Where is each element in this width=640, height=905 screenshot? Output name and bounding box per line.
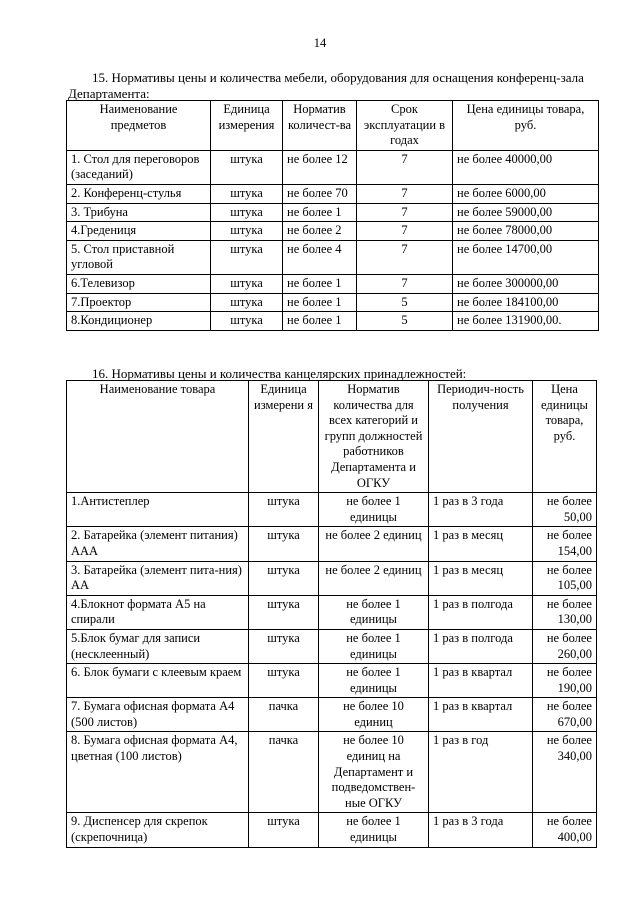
table-row	[67, 595, 597, 629]
col-header-lifetime: Срок эксплуатации в годах	[357, 101, 453, 151]
cell-name: 6.Телевизор	[67, 274, 211, 293]
col-header-price: Цена единицы товара, руб.	[533, 381, 597, 493]
cell-name: 3. Батарейка (элемент пита-ния) АА	[67, 561, 249, 595]
cell-name: 8. Бумага офисная формата А4, цветная (100 листов)	[67, 732, 249, 813]
table-row	[67, 293, 599, 312]
cell-quantity: не более 1 единицы	[319, 595, 429, 629]
cell-name: 4.Блокнот формата А5 на спирали	[67, 595, 249, 629]
cell-unit: штука	[211, 240, 283, 274]
cell-quantity: не более 1 единицы	[319, 813, 429, 847]
cell-unit: пачка	[249, 732, 319, 813]
cell-name: 5. Стол приставной угловой	[67, 240, 211, 274]
cell-periodicity: 1 раз в месяц	[429, 527, 533, 561]
cell-name: 3. Трибуна	[67, 203, 211, 222]
cell-name: 8.Кондиционер	[67, 312, 211, 331]
cell-quantity: не более 70	[283, 184, 357, 203]
cell-periodicity: 1 раз в 3 года	[429, 813, 533, 847]
cell-name: 1. Стол для переговоров (заседаний)	[67, 150, 211, 184]
cell-unit: штука	[249, 493, 319, 527]
col-header-unit: Единица измерени я	[249, 381, 319, 493]
cell-quantity: не более 10 единиц	[319, 698, 429, 732]
cell-quantity: не более 12	[283, 150, 357, 184]
cell-price: не более 105,00	[533, 561, 597, 595]
table-header-row	[67, 381, 597, 493]
cell-price: не более 400,00	[533, 813, 597, 847]
cell-name: 7.Проектор	[67, 293, 211, 312]
cell-price: не более 131900,00.	[453, 312, 599, 331]
cell-lifetime: 7	[357, 240, 453, 274]
cell-unit: штука	[211, 293, 283, 312]
section-16-heading: 16. Нормативы цены и количества канцелярских принадлежностей:	[92, 366, 467, 381]
cell-lifetime: 7	[357, 222, 453, 241]
cell-name: 5.Блок бумаг для записи (несклеенный)	[67, 629, 249, 663]
cell-name: 4.Гредениця	[67, 222, 211, 241]
cell-unit: штука	[211, 150, 283, 184]
page-number: 14	[313, 36, 327, 50]
cell-quantity: не более 4	[283, 240, 357, 274]
table-row	[67, 664, 597, 698]
table-row	[67, 150, 599, 184]
table-row	[67, 493, 597, 527]
col-header-price: Цена единицы товара, руб.	[453, 101, 599, 151]
cell-quantity: не более 1	[283, 274, 357, 293]
cell-periodicity: 1 раз в полгода	[429, 595, 533, 629]
cell-lifetime: 7	[357, 274, 453, 293]
cell-price: не более 130,00	[533, 595, 597, 629]
col-header-periodicity: Периодич-ность получения	[429, 381, 533, 493]
cell-quantity: не более 1 единицы	[319, 629, 429, 663]
cell-unit: штука	[249, 595, 319, 629]
table-row	[67, 629, 597, 663]
cell-unit: пачка	[249, 698, 319, 732]
cell-quantity: не более 2	[283, 222, 357, 241]
cell-quantity: не более 1 единицы	[319, 493, 429, 527]
table-row	[67, 203, 599, 222]
table-row	[67, 813, 597, 847]
cell-quantity: не более 2 единиц	[319, 561, 429, 595]
cell-unit: штука	[211, 222, 283, 241]
table-row	[67, 732, 597, 813]
cell-name: 9. Диспенсер для скрепок (скрепочница)	[67, 813, 249, 847]
cell-name: 6. Блок бумаги с клеевым краем	[67, 664, 249, 698]
cell-unit: штука	[211, 312, 283, 331]
cell-quantity: не более 1	[283, 293, 357, 312]
cell-unit: штука	[249, 561, 319, 595]
cell-name: 2. Батарейка (элемент питания) ААА	[67, 527, 249, 561]
stationery-norms-table	[66, 380, 597, 848]
cell-unit: штука	[211, 203, 283, 222]
cell-name: 7. Бумага офисная формата А4 (500 листов)	[67, 698, 249, 732]
col-header-quantity: Норматив количест-ва	[283, 101, 357, 151]
cell-price: не более 78000,00	[453, 222, 599, 241]
cell-lifetime: 7	[357, 150, 453, 184]
cell-name: 2. Конференц-стулья	[67, 184, 211, 203]
cell-price: не более 6000,00	[453, 184, 599, 203]
cell-lifetime: 5	[357, 293, 453, 312]
table-row	[67, 561, 597, 595]
cell-price: не более 59000,00	[453, 203, 599, 222]
cell-periodicity: 1 раз в полгода	[429, 629, 533, 663]
table-row	[67, 184, 599, 203]
col-header-name: Наименование товара	[67, 381, 249, 493]
cell-unit: штука	[249, 813, 319, 847]
cell-name: 1.Антистеплер	[67, 493, 249, 527]
cell-lifetime: 7	[357, 203, 453, 222]
cell-price: не более 184100,00	[453, 293, 599, 312]
cell-unit: штука	[249, 664, 319, 698]
cell-periodicity: 1 раз в квартал	[429, 698, 533, 732]
col-header-quantity: Норматив количества для всех категорий и групп должностей работников Департамента и ОГКУ	[319, 381, 429, 493]
cell-quantity: не более 2 единиц	[319, 527, 429, 561]
cell-price: не более 14700,00	[453, 240, 599, 274]
table-row	[67, 274, 599, 293]
cell-periodicity: 1 раз в месяц	[429, 561, 533, 595]
cell-periodicity: 1 раз в 3 года	[429, 493, 533, 527]
cell-unit: штука	[211, 184, 283, 203]
table-row	[67, 527, 597, 561]
table-row	[67, 240, 599, 274]
cell-price: не более 190,00	[533, 664, 597, 698]
cell-quantity: не более 10 единиц на Департамент и подведомствен-ные ОГКУ	[319, 732, 429, 813]
cell-unit: штука	[249, 629, 319, 663]
table-header-row	[67, 101, 599, 151]
cell-lifetime: 7	[357, 184, 453, 203]
cell-price: не более 50,00	[533, 493, 597, 527]
cell-price: не более 260,00	[533, 629, 597, 663]
section-15-heading: 15. Нормативы цены и количества мебели, оборудования для оснащения конференц-зала Департамента:	[68, 70, 584, 101]
cell-periodicity: 1 раз в квартал	[429, 664, 533, 698]
cell-quantity: не более 1	[283, 203, 357, 222]
cell-price: не более 300000,00	[453, 274, 599, 293]
table-row	[67, 222, 599, 241]
cell-price: не более 40000,00	[453, 150, 599, 184]
table-row	[67, 312, 599, 331]
cell-unit: штука	[249, 527, 319, 561]
cell-price: не более 154,00	[533, 527, 597, 561]
cell-periodicity: 1 раз в год	[429, 732, 533, 813]
table-row	[67, 698, 597, 732]
col-header-unit: Единица измерения	[211, 101, 283, 151]
furniture-norms-table	[66, 100, 599, 331]
cell-quantity: не более 1	[283, 312, 357, 331]
col-header-name: Наименование предметов	[67, 101, 211, 151]
cell-price: не более 340,00	[533, 732, 597, 813]
cell-price: не более 670,00	[533, 698, 597, 732]
cell-lifetime: 5	[357, 312, 453, 331]
cell-unit: штука	[211, 274, 283, 293]
cell-quantity: не более 1 единицы	[319, 664, 429, 698]
